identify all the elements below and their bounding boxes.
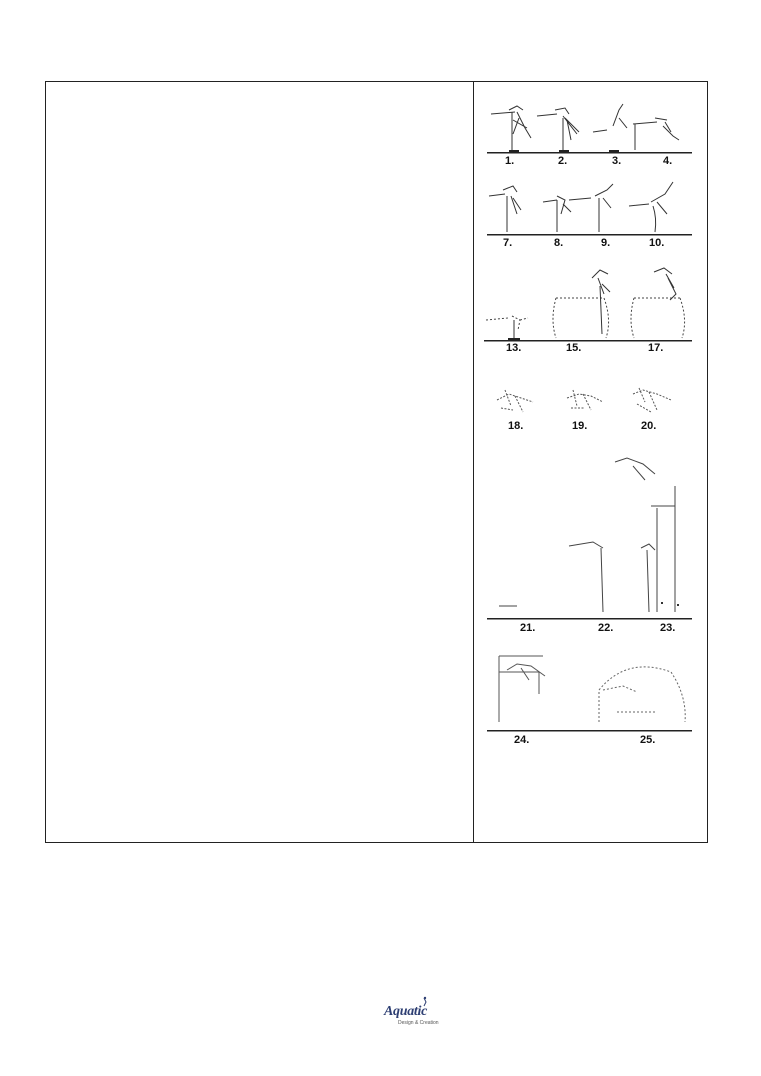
aquatic-logo [384,996,444,1030]
sketch-panel-row5 [487,452,692,638]
panel-label-17: 17. [648,342,664,354]
panel-label-25: 25. [640,734,656,746]
sketch-row5 [487,452,692,638]
sketch-row1 [487,98,692,170]
panel-label-2: 2. [558,155,568,167]
panel-label-19: 19. [572,420,588,432]
panel-label-22: 22. [598,622,614,634]
panel-label-15: 15. [566,342,582,354]
panel-label-7: 7. [503,237,513,249]
panel-label-10: 10. [649,237,665,249]
panel-label-23: 23. [660,622,676,634]
panel-label-3: 3. [612,155,622,167]
sketch-panel-row6 [487,650,692,746]
column-divider [473,81,474,843]
logo-tagline: Design & Creation [398,1020,439,1026]
panel-label-9: 9. [601,237,611,249]
panel-label-13: 13. [506,342,522,354]
panel-label-8: 8. [554,237,564,249]
panel-label-24: 24. [514,734,530,746]
sketch-row6 [487,650,692,746]
panel-label-18: 18. [508,420,524,432]
panel-label-20: 20. [641,420,657,432]
sketch-panel-row4 [487,372,692,434]
panel-label-4: 4. [663,155,673,167]
panel-label-1: 1. [505,155,515,167]
sketch-panel-row2 [487,180,692,252]
panel-label-21: 21. [520,622,536,634]
empty-text-cell [46,82,473,842]
sketch-panel-row3 [484,264,692,356]
sketch-panel-row1 [487,98,692,170]
logo-wordmark: Aquatic [384,1004,428,1019]
